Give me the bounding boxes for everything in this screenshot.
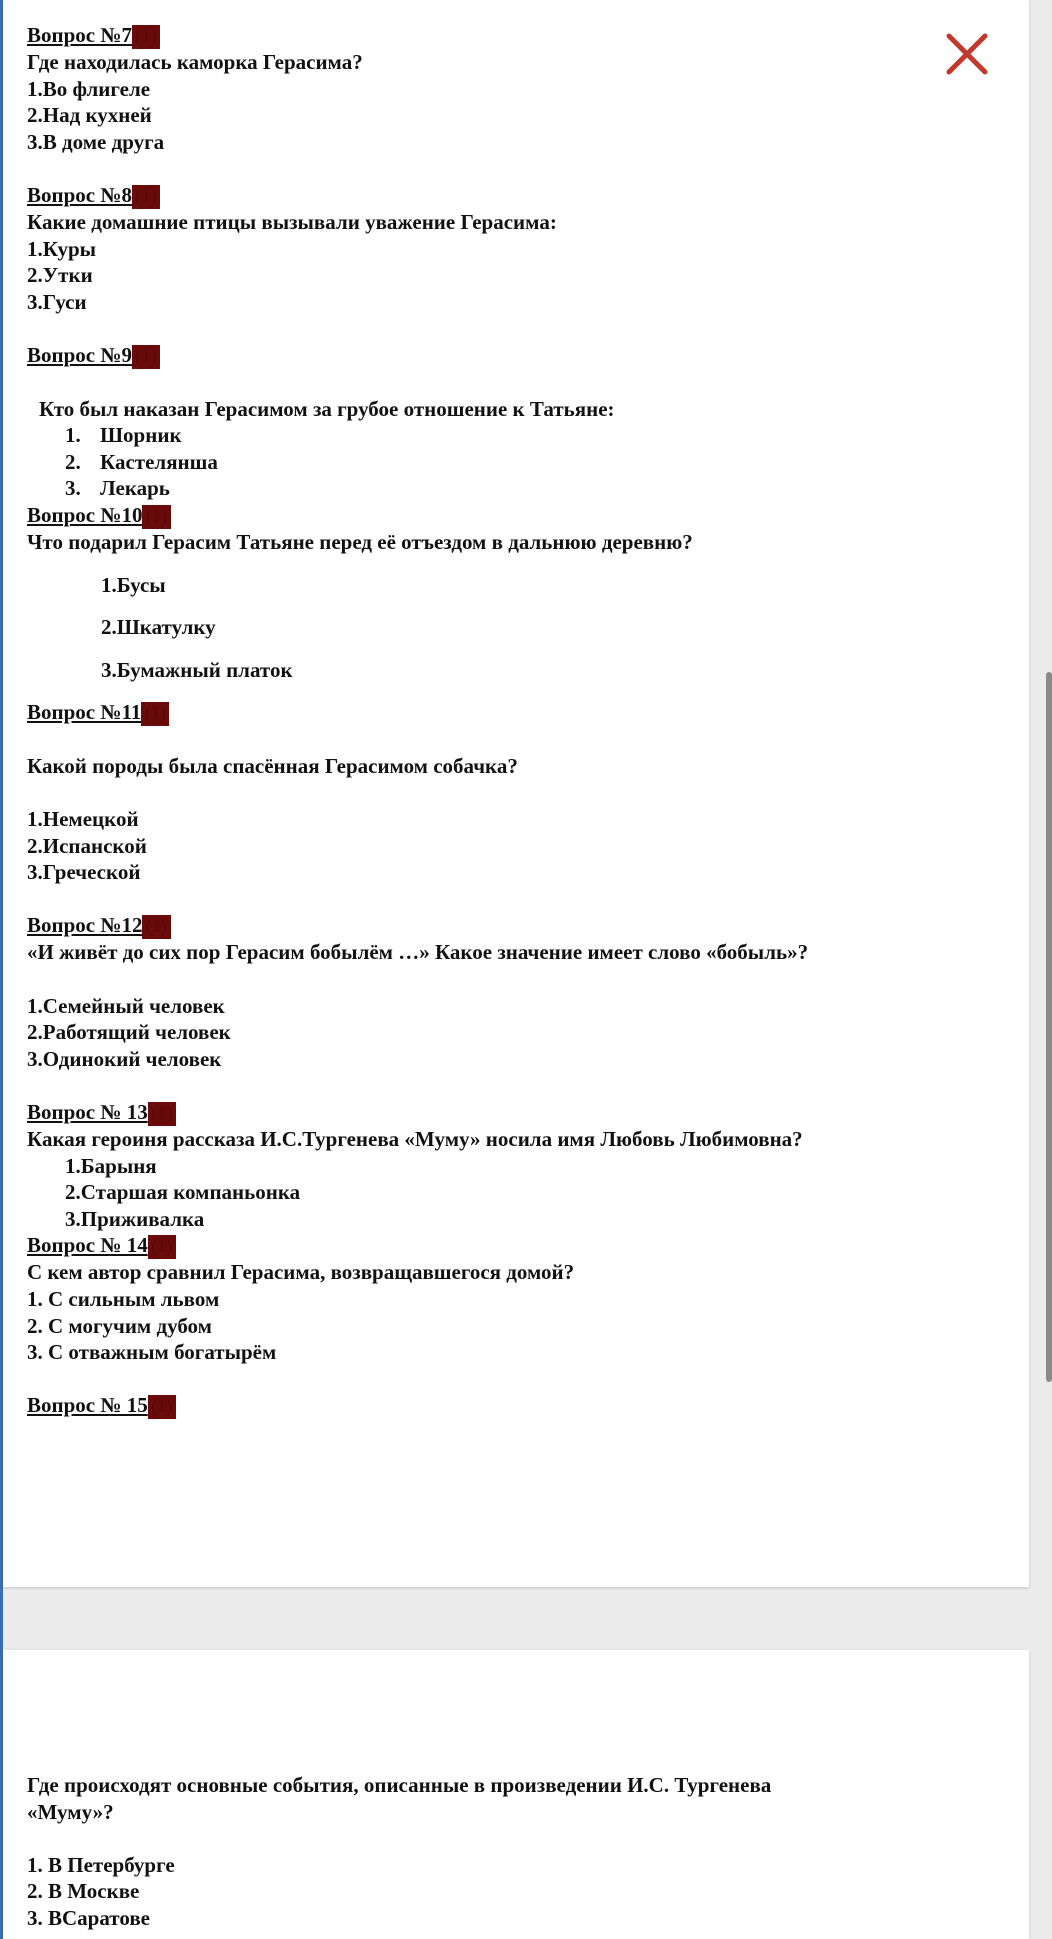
answer-option: 2.Утки <box>27 263 93 288</box>
answer-option: 2.Старшая компаньонка <box>65 1180 301 1205</box>
score-mark: (1) <box>148 1235 176 1259</box>
option-label: Шорник <box>100 423 182 448</box>
answer-option: 1.Куры <box>27 236 97 261</box>
question-heading <box>27 1232 987 1259</box>
answer-option: 3. С отважным богатырём <box>27 1340 277 1365</box>
document-page-2 <box>3 1650 1029 1939</box>
question-heading <box>27 182 987 209</box>
question-number: Вопрос №8 <box>27 182 132 207</box>
answer-option: 3.В доме друга <box>27 129 165 154</box>
question-heading <box>27 342 987 369</box>
answer-option: 1.Барыня <box>65 1153 157 1178</box>
answer-option <box>27 475 987 502</box>
question-text: Какой породы была спасённая Герасимом собачка? <box>27 753 518 778</box>
question-heading <box>27 1392 987 1419</box>
score-mark: (1) <box>142 505 170 529</box>
question-number: Вопрос № 14 <box>27 1233 148 1258</box>
option-number: 2. <box>65 449 81 474</box>
answer-option: 3.Приживалка <box>65 1206 205 1231</box>
score-mark: (1) <box>141 702 169 726</box>
answer-option: 1.Семейный человек <box>27 993 225 1018</box>
question-text-continued: «Муму»? <box>27 1799 114 1824</box>
question-number: Вопрос № 13 <box>27 1100 148 1124</box>
question-text: Какие домашние птицы вызывали уважение Герасима: <box>27 209 557 234</box>
score-mark: (1) <box>132 25 160 49</box>
answer-option: 2.Над кухней <box>27 103 152 128</box>
answer-option: 1.Бусы <box>101 572 166 597</box>
question-text: Где находилась каморка Герасима? <box>27 50 363 74</box>
answer-option: 2.Работящий человек <box>27 1020 231 1045</box>
answer-option: 2. С могучим дубом <box>27 1313 212 1338</box>
answer-option: 3.Греческой <box>27 860 141 885</box>
score-mark: (1) <box>132 345 160 369</box>
document-page-1 <box>3 0 1029 1587</box>
score-mark: (1) <box>132 185 160 209</box>
question-number: Вопрос №9 <box>27 342 132 367</box>
answer-option: 1.Немецкой <box>27 807 139 832</box>
question-text: Где происходят основные события, описанные в произведении И.С. Тургенева <box>27 1773 772 1797</box>
question-heading <box>27 1099 987 1126</box>
question-text: Что подарил Герасим Татьяне перед её отъездом в дальнюю деревню? <box>27 529 693 554</box>
scrollbar-thumb[interactable] <box>1046 672 1052 1382</box>
answer-option: 1.Во флигеле <box>27 76 151 101</box>
score-mark: (1) <box>148 1102 176 1126</box>
page2-content <box>27 1772 987 1932</box>
question-number: Вопрос №12 <box>27 913 143 938</box>
score-mark: (1) <box>142 915 170 939</box>
answer-option: 3. ВСаратове <box>27 1905 150 1930</box>
score-mark: (1) <box>148 1395 176 1419</box>
answer-option: 1. В Петербурге <box>27 1852 175 1877</box>
question-number: Вопрос №10 <box>27 502 143 527</box>
question-text: С кем автор сравнил Герасима, возвращавшегося домой? <box>27 1260 575 1285</box>
question-text: Какая героиня рассказа И.С.Тургенева «Муму» носила имя Любовь Любимовна? <box>27 1127 803 1151</box>
option-label: Лекарь <box>100 476 170 501</box>
answer-option: 3.Одинокий человек <box>27 1046 222 1071</box>
question-text: Кто был наказан Герасимом за грубое отношение к Татьяне: <box>39 396 615 421</box>
answer-option: 3.Гуси <box>27 289 87 314</box>
question-number: Вопрос №11 <box>27 700 142 725</box>
answer-option <box>27 422 987 449</box>
question-text: «И живёт до сих пор Герасим бобылём …» Какое значение имеет слово «бобыль»? <box>27 940 809 965</box>
option-number: 1. <box>65 423 81 448</box>
question-number: Вопрос №7 <box>27 23 132 47</box>
answer-option: 2.Шкатулку <box>101 615 216 640</box>
option-label: Кастелянша <box>100 449 218 474</box>
answer-option <box>27 449 987 476</box>
question-heading <box>27 502 987 529</box>
answer-option: 1. С сильным львом <box>27 1286 220 1311</box>
answer-option: 3.Бумажный платок <box>101 657 293 682</box>
question-number: Вопрос № 15 <box>27 1393 148 1418</box>
questions-content <box>27 22 987 1419</box>
option-number: 3. <box>65 476 81 501</box>
answer-option: 2. В Москве <box>27 1879 140 1904</box>
question-heading <box>27 912 987 939</box>
question-heading <box>27 22 987 49</box>
question-heading <box>27 699 987 726</box>
answer-option: 2.Испанской <box>27 833 147 858</box>
